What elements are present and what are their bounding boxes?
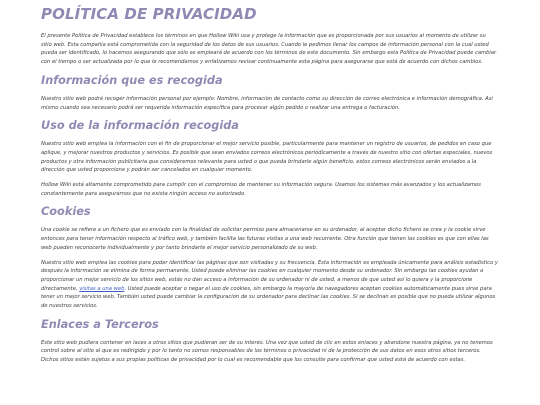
cookies-paragraph-1: Una cookie se refiere a un fichero que es enviado con la finalidad de solicitar permiso para almacenarse en su ordenador, al aceptar dicho fichero se crea y la cookie sirve entonces para tener información respecto al tráfico web, y también facilita las futuras visitas a una web recurrente. Otra función que tienen las cookies es que con ellas las web pueden reconocerte individualmente y por tanto brindarte el mejor servicio personalizado de su web. — [41, 227, 489, 251]
cookies-paragraph-2-start: Nuestro sitio web emplea las cookies para poder identificar las páginas que son visitadas y su frecuencia. Esta información es empleada únicamente para análisis estadístico y después la información se elimina de forma permanente. Usted puede eliminar las cookies en cualquier momento desde su ordenador. Sin embargo las cookies ayudan a proporcionar un mejor servicio de los sitios web, estás no dan acceso a información de su ordenador ni de usted, a menos de que usted así lo quiera y la proporcione directamente, — [41, 259, 498, 292]
section-heading-links: Enlaces a Terceros — [41, 317, 159, 331]
cookies-paragraph-2-end: . Usted puede aceptar o negar el uso de cookies, sin embargo la mayoría de navegadores aceptan cookies automáticamente pues sirve para tener un mejor servicio web. También usted puede cambiar la configuración de su ordenador para declinar las cookies. Si se declinan es posible que no pueda utilizar algunos de nuestros servicios. — [41, 285, 496, 310]
cookies-paragraph-2 — [41, 259, 498, 311]
links-paragraph: Este sitio web pudiera contener en laces a otros sitios que pudieran ser de su interés. Una vez que usted de clic en estos enlaces y abandone nuestra página, ya no tenemos control sobre al sitio al que es redirigido y por lo tanto no somos responsables de los términos o privacidad ni de la protección de sus datos en esos otros sitios terceros. Dichos sitios están sujetos a sus propias políticas de privacidad por lo cual es recomendable que los consulte para confirmar que usted está de acuerdo con estas. — [41, 339, 493, 364]
use-paragraph-2: Hollow Wiki está altamente comprometido para cumplir con el compromiso de mantener su información segura. Usamos los sistemas más avanzados y los actualizamos constantemente para asegurarnos que no exista ningún acceso no autorizado. — [41, 182, 481, 197]
section-heading-use: Uso de la información recogida — [41, 119, 239, 133]
intro-paragraph: El presente Política de Privacidad establece los términos en que Hollow Wiki usa y protege la información que es proporcionada por sus usuarios al momento de utilizar su sitio web. Esta compañía está comprometida con la seguridad de los datos de sus usuarios. Cuando le pedimos llenar los campos de información personal con la cual usted pueda ser identificado, lo hacemos asegurando que sólo se empleará de acuerdo con los términos de este documento. Sin embargo esta Política de Privacidad puede cambiar con el tiempo o ser actualizada por lo que le recomendamos y enfatizamos revisar continuamente esta página para asegurarse que está de acuerdo con dichos cambios. — [41, 33, 497, 66]
page-title: POLÍTICA DE PRIVACIDAD — [41, 5, 257, 23]
use-paragraph-1: Nuestro sitio web emplea la información con el fin de proporcionar el mejor servicio posible, particularmente para mantener un registro de usuarios, de pedidos en caso que aplique, y mejorar nuestros productos y servicios. Es posible que sean enviados correos electrónicos periódicamente a través de nuestro sitio con ofertas especiales, nuevos productos y otra información publicitaria que consideremos relevante para usted o que pueda brindarle algún beneficio, estos correos electrónicos serán enviados a la dirección que usted proporcione y podrán ser cancelados en cualquier momento. — [41, 141, 493, 174]
info-paragraph: Nuestro sitio web podrá recoger información personal por ejemplo: Nombre, información de contacto como su dirección de correo electrónica e información demográfica. Así mismo cuando sea necesario podrá ser requerida información específica para procesar algún pedido o realizar una entrega o facturación. — [41, 95, 493, 111]
section-heading-cookies: Cookies — [41, 205, 91, 219]
section-heading-info: Información que es recogida — [41, 73, 223, 87]
visitas-web-link[interactable]: visitas a una web — [79, 285, 125, 292]
